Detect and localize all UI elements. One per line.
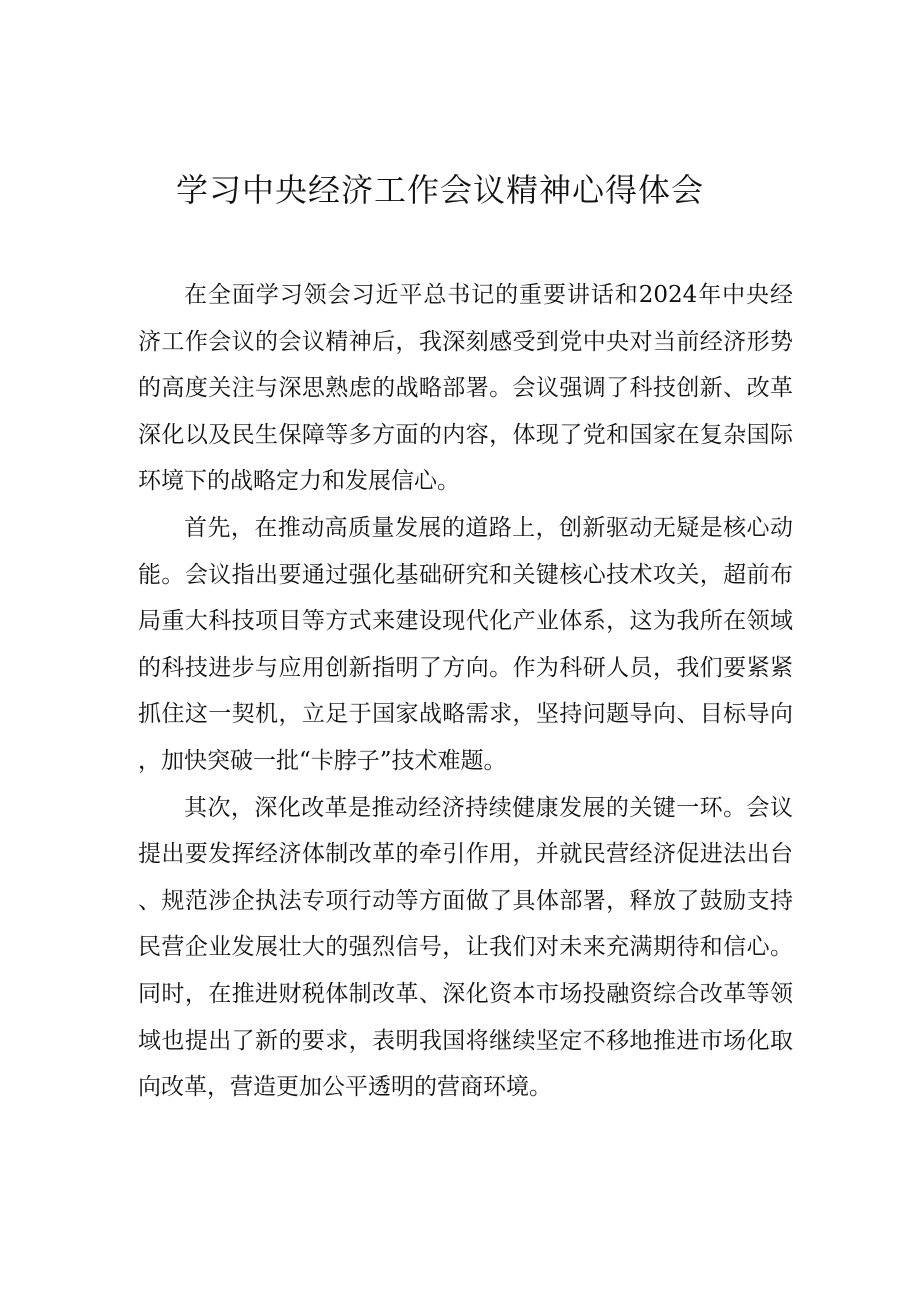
paragraph-intro: 在全面学习领会习近平总书记的重要讲话和2024年中央经济工作会议的会议精神后，我深刻感受到党中央对当前经济形势的高度关注与深思熟虑的战略部署。会议强调了科技创新、改革深化以及民生保障等多方面的内容，体现了党和国家在复杂国际环境下的战略定力和发展信心。 xyxy=(138,282,793,495)
paragraph-innovation: 首先，在推动高质量发展的道路上，创新驱动无疑是核心动能。会议指出要通过强化基础研究和关键核心技术攻关，超前布局重大科技项目等方式来建设现代化产业体系，这为我所在领域的科技进步与应用创新指明了方向。作为科研人员，我们要紧紧抓住这一契机，立足于国家战略需求，坚持问题导向、目标导向，加快突破一批“卡脖子”技术难题。 xyxy=(138,514,793,774)
document-body xyxy=(138,272,793,1111)
document-title: 学习中央经济工作会议精神心得体会 xyxy=(175,171,704,209)
paragraph-reform: 其次，深化改革是推动经济持续健康发展的关键一环。会议提出要发挥经济体制改革的牵引作用，并就民营经济促进法出台、规范涉企执法专项行动等方面做了具体部署，释放了鼓励支持民营企业发展壮大的强烈信号，让我们对未来充满期待和信心。同时，在推进财税体制改革、深化资本市场投融资综合改革等领域也提出了新的要求，表明我国将继续坚定不移地推进市场化取向改革，营造更加公平透明的营商环境。 xyxy=(138,794,793,1101)
